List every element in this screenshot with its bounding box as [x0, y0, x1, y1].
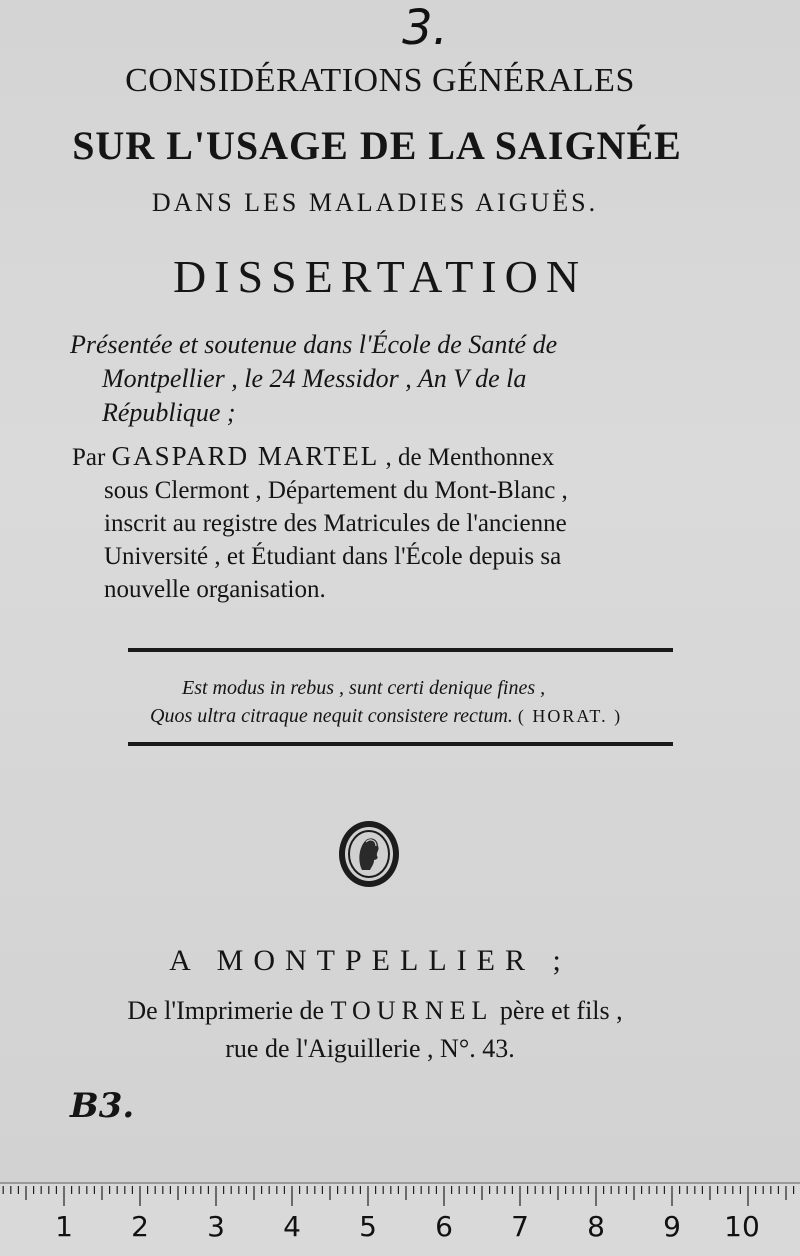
- title-line-2: SUR L'USAGE DE LA SAIGNÉE: [72, 123, 682, 168]
- ruler-label: 9: [663, 1210, 681, 1243]
- top-rule: [128, 648, 673, 652]
- epigraph: [150, 674, 670, 730]
- author-block: [72, 440, 684, 606]
- epigraph-line-1: Est modus in rebus , sunt certi denique fines ,: [182, 677, 546, 699]
- ruler-label: 8: [587, 1210, 605, 1243]
- presentation-statement: [70, 328, 710, 430]
- imprint-line-2-post: père et fils ,: [499, 996, 623, 1025]
- imprint-address: rue de l'Aiguillerie , N°. 43.: [225, 1034, 515, 1063]
- author-name: GASPARD MARTEL: [111, 441, 380, 471]
- author-line-2: sous Clermont , Département du Mont-Blanc ,: [104, 477, 568, 504]
- title-line-1: CONSIDÉRATIONS GÉNÉRALES: [125, 62, 635, 99]
- presentation-line-3: République ;: [102, 398, 236, 427]
- ruler-label: 7: [511, 1210, 529, 1243]
- presentation-line-1: Présentée et soutenue dans l'École de Santé de: [70, 330, 558, 359]
- imprint-line-2-pre: De l'Imprimerie de: [127, 996, 325, 1025]
- imprint-city: A MONTPELLIER ;: [169, 944, 571, 977]
- author-line-5: nouvelle organisation.: [104, 576, 326, 603]
- ruler-label: 1: [55, 1210, 73, 1243]
- bottom-rule: [128, 742, 673, 746]
- ruler-label: 5: [359, 1210, 377, 1243]
- title-dissertation: DISSERTATION: [172, 251, 588, 302]
- handwritten-shelfmark: B3.: [70, 1086, 135, 1126]
- author-prefix: Par: [72, 444, 106, 471]
- printers-medallion-ornament: [336, 818, 402, 890]
- epigraph-line-2: Quos ultra citraque nequit consistere rectum.: [150, 705, 513, 727]
- author-line-1-rest: , de Menthonnex: [385, 444, 555, 471]
- presentation-line-2: Montpellier , le 24 Messidor , An V de la: [102, 364, 527, 393]
- author-line-4: Université , et Étudiant dans l'École depuis sa: [104, 543, 562, 570]
- ruler-label: 6: [435, 1210, 453, 1243]
- ruler-label: 2: [131, 1210, 149, 1243]
- epigraph-attribution: ( HORAT. ): [517, 706, 623, 726]
- author-line-3: inscrit au registre des Matricules de l'ancienne: [104, 510, 567, 537]
- ruler-label: 3: [207, 1210, 225, 1243]
- ruler-label: 4: [283, 1210, 301, 1243]
- title-line-3: DANS LES MALADIES AIGUËS.: [151, 188, 599, 217]
- printer-name: TOURNEL: [330, 996, 494, 1025]
- ruler-label: 10: [724, 1210, 760, 1243]
- imprint-printer-line: [70, 996, 680, 1026]
- measurement-ruler: [0, 1182, 800, 1256]
- page-number: 3.: [402, 0, 448, 56]
